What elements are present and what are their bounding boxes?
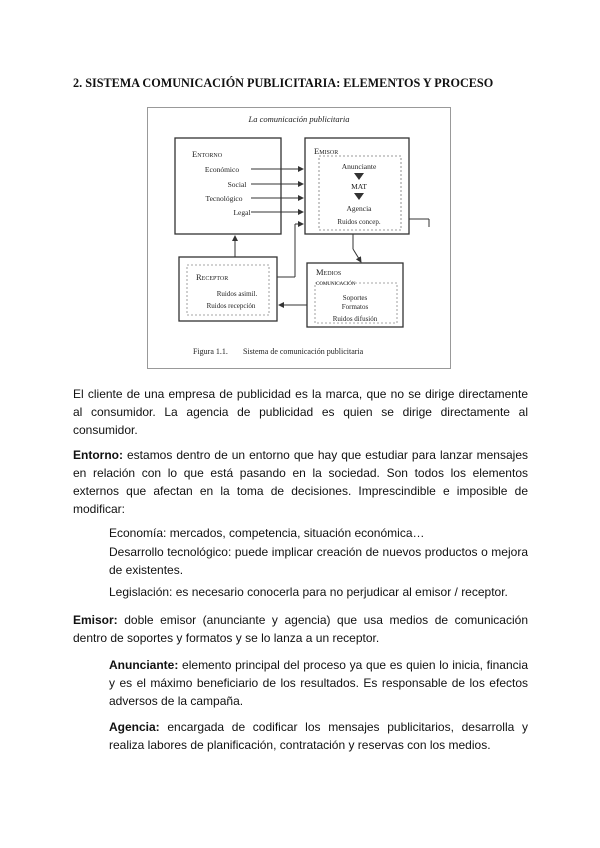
anunciante-term: Anunciante: <box>109 658 179 672</box>
entorno-item-text: Economía: mercados, competencia, situación económica… <box>109 526 425 540</box>
entorno-item-text: Legislación: es necesario conocerla para no perjudicar al emisor / receptor. <box>109 585 508 599</box>
emisor-paragraph <box>73 611 528 647</box>
emisor-item: Agencia <box>346 204 372 213</box>
anunciante-text: elemento principal del proceso ya que es quien lo inicia, financia y es el máximo beneficiario de los resultados. Es responsable de los efectos adversos de la campaña. <box>109 658 528 708</box>
entorno-item: Legal <box>233 208 251 217</box>
receptor-noise: Ruidos asimil. <box>216 290 258 298</box>
receptor-title: Receptor <box>196 272 229 282</box>
agencia-text: encargada de codificar los mensajes publicitarios, desarrolla y realiza labores de planificación, contratación y reservas con los medios. <box>109 720 528 752</box>
entorno-text: estamos dentro de un entorno que hay que estudiar para lanzar mensajes en relación con lo que está pasando en la sociedad. Son todos los elementos externos que afectan en la toma de decisiones. Imprescindible e imposible de modificar: <box>73 448 528 516</box>
diagram-svg <box>147 107 451 369</box>
medios-item: Formatos <box>341 303 369 311</box>
entorno-title: Entorno <box>192 149 223 159</box>
figure-frame <box>148 108 451 369</box>
entorno-term: Entorno: <box>73 448 123 462</box>
entorno-item: Tecnológico <box>205 194 243 203</box>
emisor-title: Emisor <box>314 146 339 156</box>
agencia-term: Agencia: <box>109 720 160 734</box>
communication-diagram <box>147 107 451 369</box>
agencia-paragraph <box>109 718 528 754</box>
section-title: 2. SISTEMA COMUNICACIÓN PUBLICITARIA: ELEMENTOS Y PROCESO <box>73 76 494 90</box>
medios-subtitle: comunicación <box>316 278 356 287</box>
anunciante-paragraph <box>109 656 528 710</box>
emisor-term: Emisor: <box>73 613 118 627</box>
medios-item: Soportes <box>342 294 368 302</box>
figure-caption-label: Figura 1.1. <box>193 347 228 356</box>
emisor-text: doble emisor (anunciante y agencia) que usa medios de comunicación dentro de soportes y formatos y se lo lanza a un receptor. <box>73 613 528 645</box>
medios-noise: Ruidos difusión <box>332 315 378 323</box>
emisor-noise: Ruidos concep. <box>337 218 381 226</box>
figure-caption-text: Sistema de comunicación publicitaria <box>243 347 364 356</box>
figure-header: La comunicación publicitaria <box>248 114 350 124</box>
emisor-item: MAT <box>351 182 367 191</box>
medios-title: Medios <box>316 267 342 277</box>
emisor-item: Anunciante <box>341 162 377 171</box>
entorno-item: Social <box>227 180 247 189</box>
entorno-paragraph <box>73 446 528 518</box>
intro-paragraph: El cliente de una empresa de publicidad es la marca, que no se dirige directamente al consumidor. La agencia de publicidad es quien se dirige directamente al consumidor. <box>73 387 528 437</box>
entorno-item: Económico <box>204 165 240 174</box>
receptor-noise: Ruidos recepción <box>206 302 256 310</box>
entorno-item-text: Desarrollo tecnológico: puede implicar creación de nuevos productos o mejora de existentes. <box>109 545 528 577</box>
